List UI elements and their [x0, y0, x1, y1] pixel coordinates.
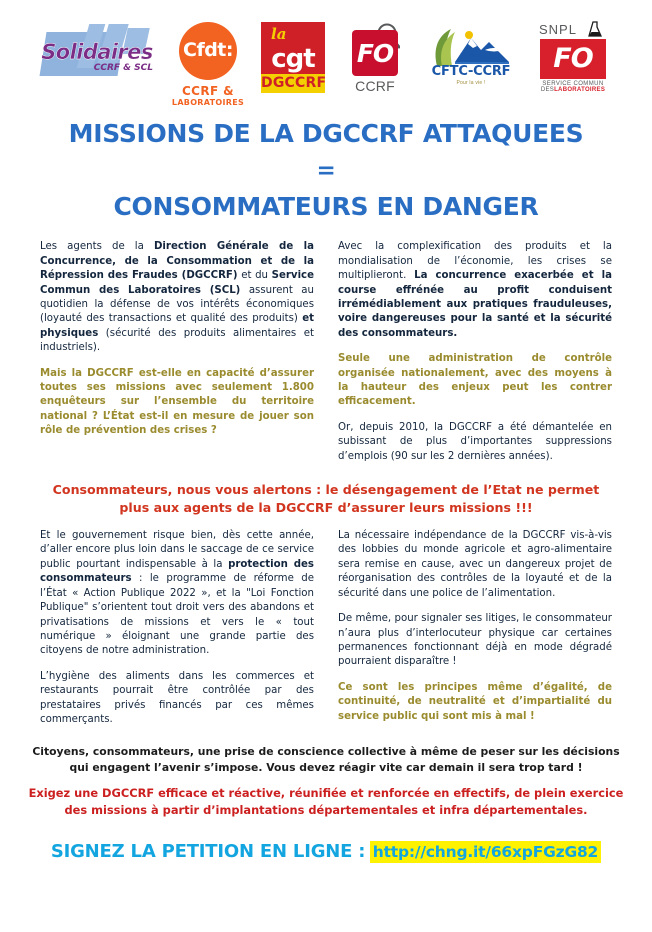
- body-paragraph: L’hygiène des aliments dans les commerces et restaurants pourrait être contrôlée par des prestataires privés financés par ces mêmes commerçants.: [40, 670, 314, 725]
- cgt-dgccrf-band: DGCCRF: [261, 75, 327, 91]
- closing-citizens-call: Citoyens, consommateurs, une prise de conscience collective à même de peser sur les décisions qui engagent l’avenir s’impose. Vous devez réagir vite car demain il sera trop tard !: [32, 745, 620, 775]
- snpl-fo-wordmark: FO: [553, 43, 593, 74]
- cgt-la-script: la: [271, 25, 287, 43]
- body-paragraph: Avec la complexification des produits et la mondialisation de l’économie, les crises se multiplieront. La concurrence exacerbée et la course effrénée au profit conduisent irrémédiablement aux pratiques frauduleuses, voire dangereuses pour la santé et la sécurité des consommateurs.: [338, 241, 612, 339]
- section-2-columns: [0, 529, 652, 738]
- solidaires-subtitle: CCRF & SCL: [93, 63, 153, 73]
- cgt-red-panel: [261, 22, 325, 74]
- headline-equals: =: [316, 157, 336, 184]
- svg-text:Syndicat: Syndicat: [460, 53, 482, 59]
- logo-snpl-fo-laboratoires: [531, 22, 615, 93]
- fo-red-box: [352, 30, 398, 76]
- snpl-line2-bold: LABORATOIRES: [554, 87, 606, 93]
- cfdt-line1: CCRF &: [181, 84, 235, 98]
- headline-line-1: MISSIONS DE LA DGCCRF ATTAQUEES: [68, 119, 584, 148]
- body-paragraph: Or, depuis 2010, la DGCCRF a été démantelée en subissant de plus d’importantes suppressions d’emplois (90 sur les 2 dernières années).: [338, 421, 612, 462]
- union-logo-strip: [0, 0, 652, 107]
- logo-fo-ccrf: [339, 22, 411, 94]
- cgt-wordmark: cgt: [271, 44, 315, 74]
- flask-icon: [587, 21, 603, 39]
- cftc-motto: Pour la vie !: [456, 80, 486, 86]
- body-paragraph: Et le gouvernement risque bien, dès cette année, d’aller encore plus loin dans le saccage de ce service public pourtant indispensable à la protection des consommateurs : le programme de réforme de l’État « Action Publique 2022 », et la "Loi Fonction Publique" s’orientent tout droit vers des abandons et privatisations de missions et vers le « tout numérique » éloignant une grande partie des citoyens de notre administration.: [40, 530, 314, 657]
- consumer-alert-banner: Consommateurs, nous vous alertons : le désengagement de l’Etat ne permet plus aux agents de la DGCCRF d’assurer leurs missions !!!: [52, 482, 600, 516]
- body-paragraph: Les agents de la Direction Générale de la Concurrence, de la Consommation et de la Répression des Fraudes (DGCCRF) et du Service Commun des Laboratoires (SCL) assurent au quotidien la défense de vos intérêts économiques (loyauté des transactions et qualité des produits) et physiques (sécurité des produits alimentaires et industriels).: [40, 241, 315, 354]
- snpl-wordmark: SNPL: [539, 22, 577, 37]
- closing-demand-call: Exigez une DGCCRF efficace et réactive, réunifiée et renforcée en effectifs, de plein exercice des missions à partir d’implantations départementales et infra départementales.: [28, 786, 624, 818]
- logo-solidaires-ccrf-scl: [37, 22, 155, 88]
- section-2-right-column: [338, 529, 612, 738]
- cfdt-line2: LABORATOIRES: [171, 98, 245, 107]
- fo-wordmark: FO: [356, 39, 394, 68]
- poster-headline: [0, 88, 652, 220]
- snpl-line1: SERVICE COMMUN: [542, 81, 604, 87]
- petition-label: SIGNEZ LA PETITION EN LIGNE :: [50, 841, 366, 863]
- body-paragraph: Ce sont les principes même d’égalité, de continuité, de neutralité et d’impartialité du service public qui sont mis à mal !: [338, 681, 612, 722]
- mountain-landscape-icon: [425, 24, 517, 68]
- cfdt-wordmark: Cfdt:: [183, 39, 233, 61]
- snpl-fo-red-box: [540, 39, 606, 79]
- snpl-line2: [531, 87, 615, 93]
- fo-ccrf-label: CCRF: [355, 78, 395, 94]
- logo-cgt-dgccrf: [261, 22, 325, 93]
- cfdt-circle-icon: [179, 22, 237, 80]
- section-2-left-column: [40, 529, 314, 738]
- section-1-left-column: [40, 240, 314, 475]
- body-paragraph: Mais la DGCCRF est-elle en capacité d’assurer toutes ses missions avec seulement 1.800 enquêteurs sur l’ensemble du territoire national ? L’État est-il en mesure de jouer son rôle de prévention des crises ?: [40, 367, 314, 437]
- petition-line: [0, 819, 652, 862]
- section-1-columns: [0, 220, 652, 475]
- body-paragraph: Seule une administration de contrôle organisée nationalement, avec des moyens à la hauteur des enjeux peut les contrer efficacement.: [338, 353, 612, 408]
- logo-cftc-ccrf: [425, 22, 517, 86]
- solidaires-wordmark: Solidaires: [41, 40, 153, 64]
- logo-cfdt-ccrf-laboratoires: [169, 22, 247, 107]
- snpl-header-row: [531, 22, 615, 39]
- body-paragraph: La nécessaire indépendance de la DGCCRF vis-à-vis des lobbies du monde agricole et agro-alimentaire sera remise en cause, avec un dangereux projet de réorganisation des contrôles de la loyauté et de la sécurité dans une police de l’alimentation.: [338, 530, 612, 599]
- section-1-right-column: [338, 240, 612, 475]
- snpl-line2-prefix: DES: [540, 87, 555, 93]
- cftc-wordmark: CFTC-CCRF: [431, 64, 511, 79]
- headline-line-2: CONSOMMATEURS EN DANGER: [113, 191, 539, 221]
- petition-url-link[interactable]: http://chng.it/66xpFGzG82: [370, 841, 601, 863]
- body-paragraph: De même, pour signaler ses litiges, le consommateur n’aura plus d’interlocuteur physique car certaines permanences fonctionnant déjà en mode dégradé pourraient disparaître !: [338, 613, 612, 668]
